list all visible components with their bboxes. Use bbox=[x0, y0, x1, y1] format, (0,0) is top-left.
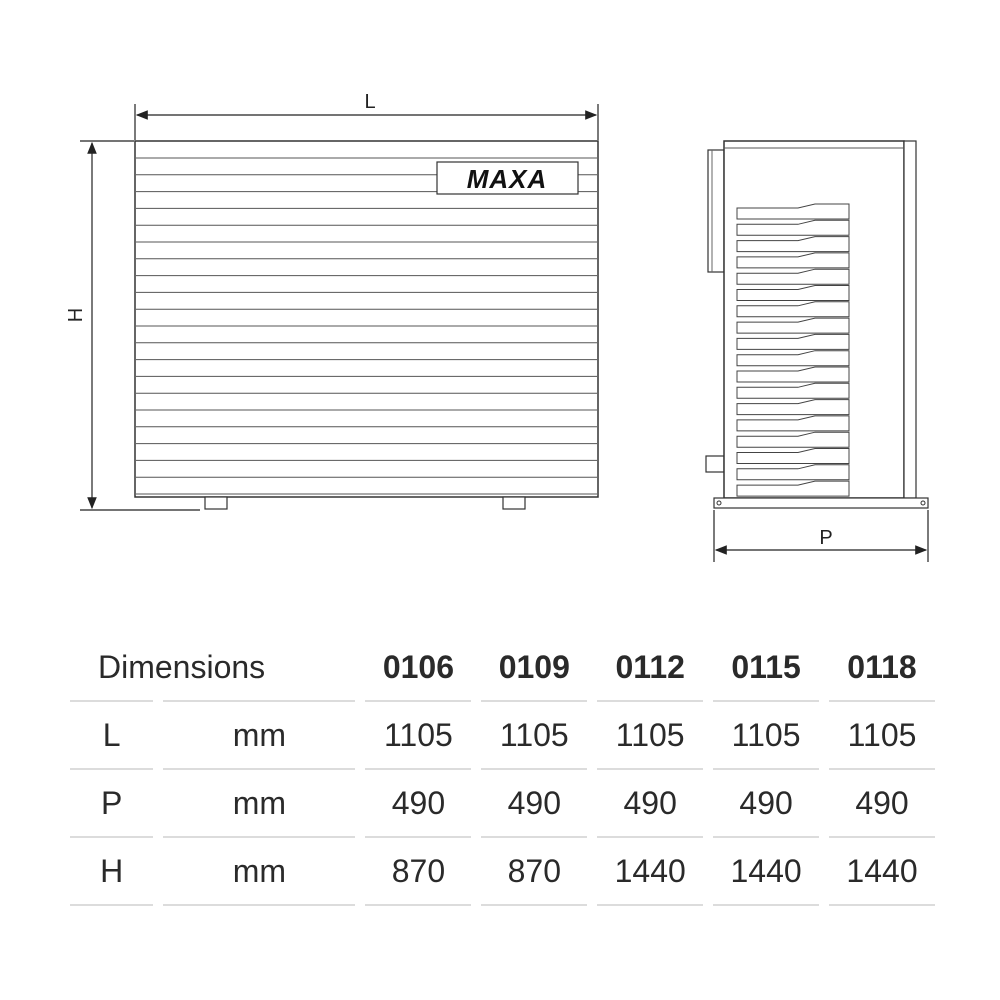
dimensions-table bbox=[60, 634, 945, 906]
table-cell: 1440 bbox=[829, 836, 935, 906]
table-title: Dimensions bbox=[98, 648, 266, 685]
front-louvers bbox=[136, 158, 597, 494]
model-header: 0115 bbox=[731, 648, 801, 685]
front-view bbox=[65, 91, 598, 510]
table-cell: 490 bbox=[597, 768, 703, 836]
table-cell: 1440 bbox=[597, 836, 703, 906]
table-cell: 870 bbox=[481, 836, 587, 906]
table-cell: 1105 bbox=[829, 700, 935, 768]
depth-label: P bbox=[819, 527, 833, 549]
side-bracket bbox=[708, 150, 724, 272]
table-cell: 1440 bbox=[713, 836, 819, 906]
table-cell: 1105 bbox=[365, 700, 471, 768]
table-cell: 490 bbox=[713, 768, 819, 836]
row-unit: mm bbox=[163, 836, 355, 906]
side-connector bbox=[706, 456, 724, 472]
row-unit: mm bbox=[163, 700, 355, 768]
foot-left bbox=[205, 497, 227, 509]
model-header: 0118 bbox=[847, 648, 917, 685]
table-cell: 490 bbox=[481, 768, 587, 836]
table-row bbox=[70, 768, 935, 836]
side-view bbox=[706, 141, 928, 562]
height-label: H bbox=[65, 307, 87, 323]
table-cell: 1105 bbox=[713, 700, 819, 768]
table-row bbox=[70, 700, 935, 768]
table-cell: 490 bbox=[365, 768, 471, 836]
row-unit: mm bbox=[163, 768, 355, 836]
table-row bbox=[70, 836, 935, 906]
model-header: 0112 bbox=[615, 648, 685, 685]
side-back-panel bbox=[904, 141, 916, 498]
table-cell: 1105 bbox=[597, 700, 703, 768]
row-label: L bbox=[70, 700, 153, 768]
model-header: 0106 bbox=[382, 648, 454, 685]
table-cell: 1105 bbox=[481, 700, 587, 768]
table-header-row bbox=[70, 634, 935, 700]
table-cell: 490 bbox=[829, 768, 935, 836]
brand-logo bbox=[437, 162, 578, 194]
row-label: H bbox=[70, 836, 153, 906]
width-label: L bbox=[364, 91, 376, 113]
foot-right bbox=[503, 497, 525, 509]
model-header: 0109 bbox=[498, 648, 570, 685]
table-cell: 870 bbox=[365, 836, 471, 906]
logo-text: MAXA bbox=[466, 164, 548, 194]
side-base bbox=[714, 498, 928, 508]
row-label: P bbox=[70, 768, 153, 836]
